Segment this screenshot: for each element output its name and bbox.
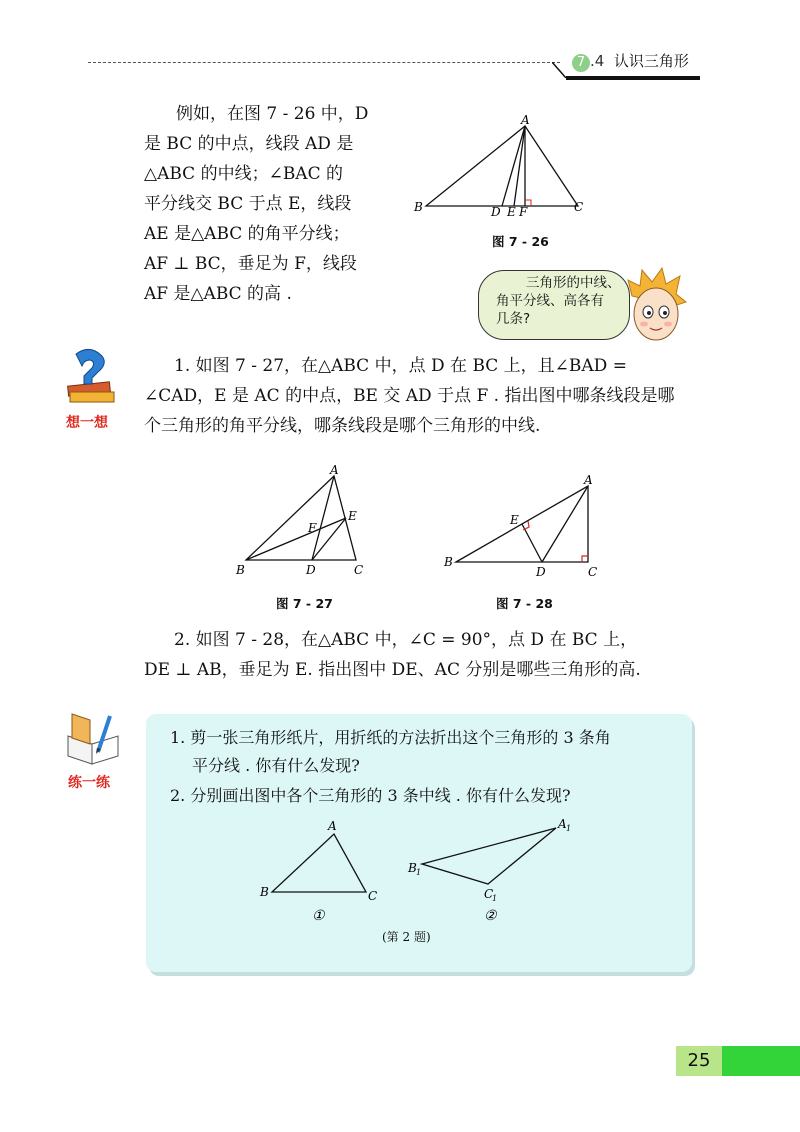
- label-a: A: [330, 463, 339, 477]
- header-bar: [566, 76, 700, 80]
- think-q1-line: ∠CAD，E 是 AC 的中点，BE 交 AD 于点 F . 指出图中哪条线段是哪: [144, 386, 675, 406]
- figure-7-27-caption: 图 7 - 27: [276, 596, 333, 611]
- figure-7-28: [442, 472, 612, 582]
- figure-mark-1: ①: [312, 908, 325, 924]
- label-e: E: [510, 513, 519, 527]
- label-c: C: [354, 563, 364, 577]
- practice-label: 练一练: [68, 775, 110, 791]
- triangle-a1b1c1: [422, 828, 556, 884]
- bisector-ae: [514, 126, 525, 206]
- label-c: C: [574, 200, 584, 214]
- header-slant: [552, 62, 566, 78]
- practice-icon: [64, 708, 126, 768]
- intro-line: 是 BC 的中点，线段 AD 是: [144, 134, 354, 154]
- median-be: [246, 518, 346, 560]
- label-b: B: [444, 555, 453, 569]
- label-b: B: [414, 200, 423, 214]
- label-d: D: [306, 563, 316, 577]
- think-label: 想一想: [66, 415, 108, 431]
- label-b: B: [260, 885, 269, 899]
- label-a1-sub: 1: [566, 824, 572, 833]
- figure-7-26: [410, 112, 600, 222]
- figure-7-28-caption: 图 7 - 28: [496, 596, 553, 611]
- label-c1: C: [484, 887, 494, 901]
- intro-line: △ABC 的中线；∠BAC 的: [144, 164, 343, 184]
- segment-de: [522, 524, 542, 562]
- figure-7-27: [232, 462, 382, 582]
- label-c1-sub: 1: [492, 894, 498, 903]
- practice-line: 1. 剪一张三角形纸片，用折纸的方法折出这个三角形的 3 条角: [170, 728, 611, 747]
- intro-line: AF 是△ABC 的高 .: [144, 284, 292, 304]
- label-e: E: [507, 205, 516, 219]
- think-q1-line: 个三角形的角平分线，哪条线段是哪个三角形的中线.: [144, 416, 541, 436]
- student-character-icon: [624, 266, 688, 346]
- median-ad: [502, 126, 525, 206]
- page-number-bar: [722, 1046, 800, 1076]
- practice-figure-2: [400, 814, 586, 928]
- figure-7-26-caption: 图 7 - 26: [492, 234, 549, 249]
- label-c: C: [368, 889, 378, 903]
- section-number: 7: [572, 54, 590, 72]
- segment-ad: [542, 486, 588, 562]
- label-a: A: [521, 113, 530, 127]
- think-q1-line: 1. 如图 7 - 27，在△ABC 中，点 D 在 BC 上，且∠BAD =: [174, 356, 627, 376]
- label-a: A: [584, 473, 593, 487]
- practice-figure-1: [254, 816, 384, 928]
- triangle-abc: [272, 834, 366, 892]
- figure-mark-2: ②: [484, 908, 497, 924]
- label-f: F: [519, 205, 528, 219]
- page-number: 25: [687, 1050, 711, 1071]
- intro-line: AE 是△ABC 的角平分线；: [144, 224, 350, 244]
- practice-line: 2. 分别画出图中各个三角形的 3 条中线 . 你有什么发现?: [170, 786, 571, 805]
- practice-figure-caption: (第 2 题): [382, 930, 431, 944]
- intro-line: 例如，在图 7 - 26 中，D: [176, 104, 369, 124]
- section-name: 认识三角形: [613, 52, 689, 70]
- label-a1: A: [558, 817, 567, 831]
- intro-line: AF ⊥ BC，垂足为 F，线段: [144, 254, 357, 274]
- think-q2-line: 2. 如图 7 - 28，在△ABC 中，∠C = 90°，点 D 在 BC 上，: [174, 630, 638, 650]
- label-b: B: [236, 563, 245, 577]
- think-q2-line: DE ⊥ AB，垂足为 E. 指出图中 DE、AC 分别是哪些三角形的高.: [144, 660, 641, 680]
- think-icon: [62, 348, 122, 410]
- label-b1-sub: 1: [416, 868, 422, 877]
- label-c: C: [588, 565, 598, 579]
- label-d: D: [536, 565, 546, 579]
- triangle-abc: [426, 126, 578, 206]
- section-title: [572, 50, 689, 72]
- practice-line: 平分线 . 你有什么发现?: [192, 756, 360, 775]
- label-f: F: [308, 521, 317, 535]
- intro-line: 平分线交 BC 于点 E，线段: [144, 194, 352, 214]
- header-rule: [88, 62, 560, 63]
- label-a: A: [328, 819, 337, 833]
- label-b1: B: [408, 861, 417, 875]
- label-e: E: [348, 509, 357, 523]
- speech-bubble-text: 三角形的中线、 角平分线、高各有 几条?: [496, 275, 621, 327]
- label-d: D: [491, 205, 501, 219]
- triangle-abc: [246, 476, 356, 560]
- right-angle-mark-c: [582, 556, 588, 562]
- section-number-rest: .4: [590, 52, 605, 70]
